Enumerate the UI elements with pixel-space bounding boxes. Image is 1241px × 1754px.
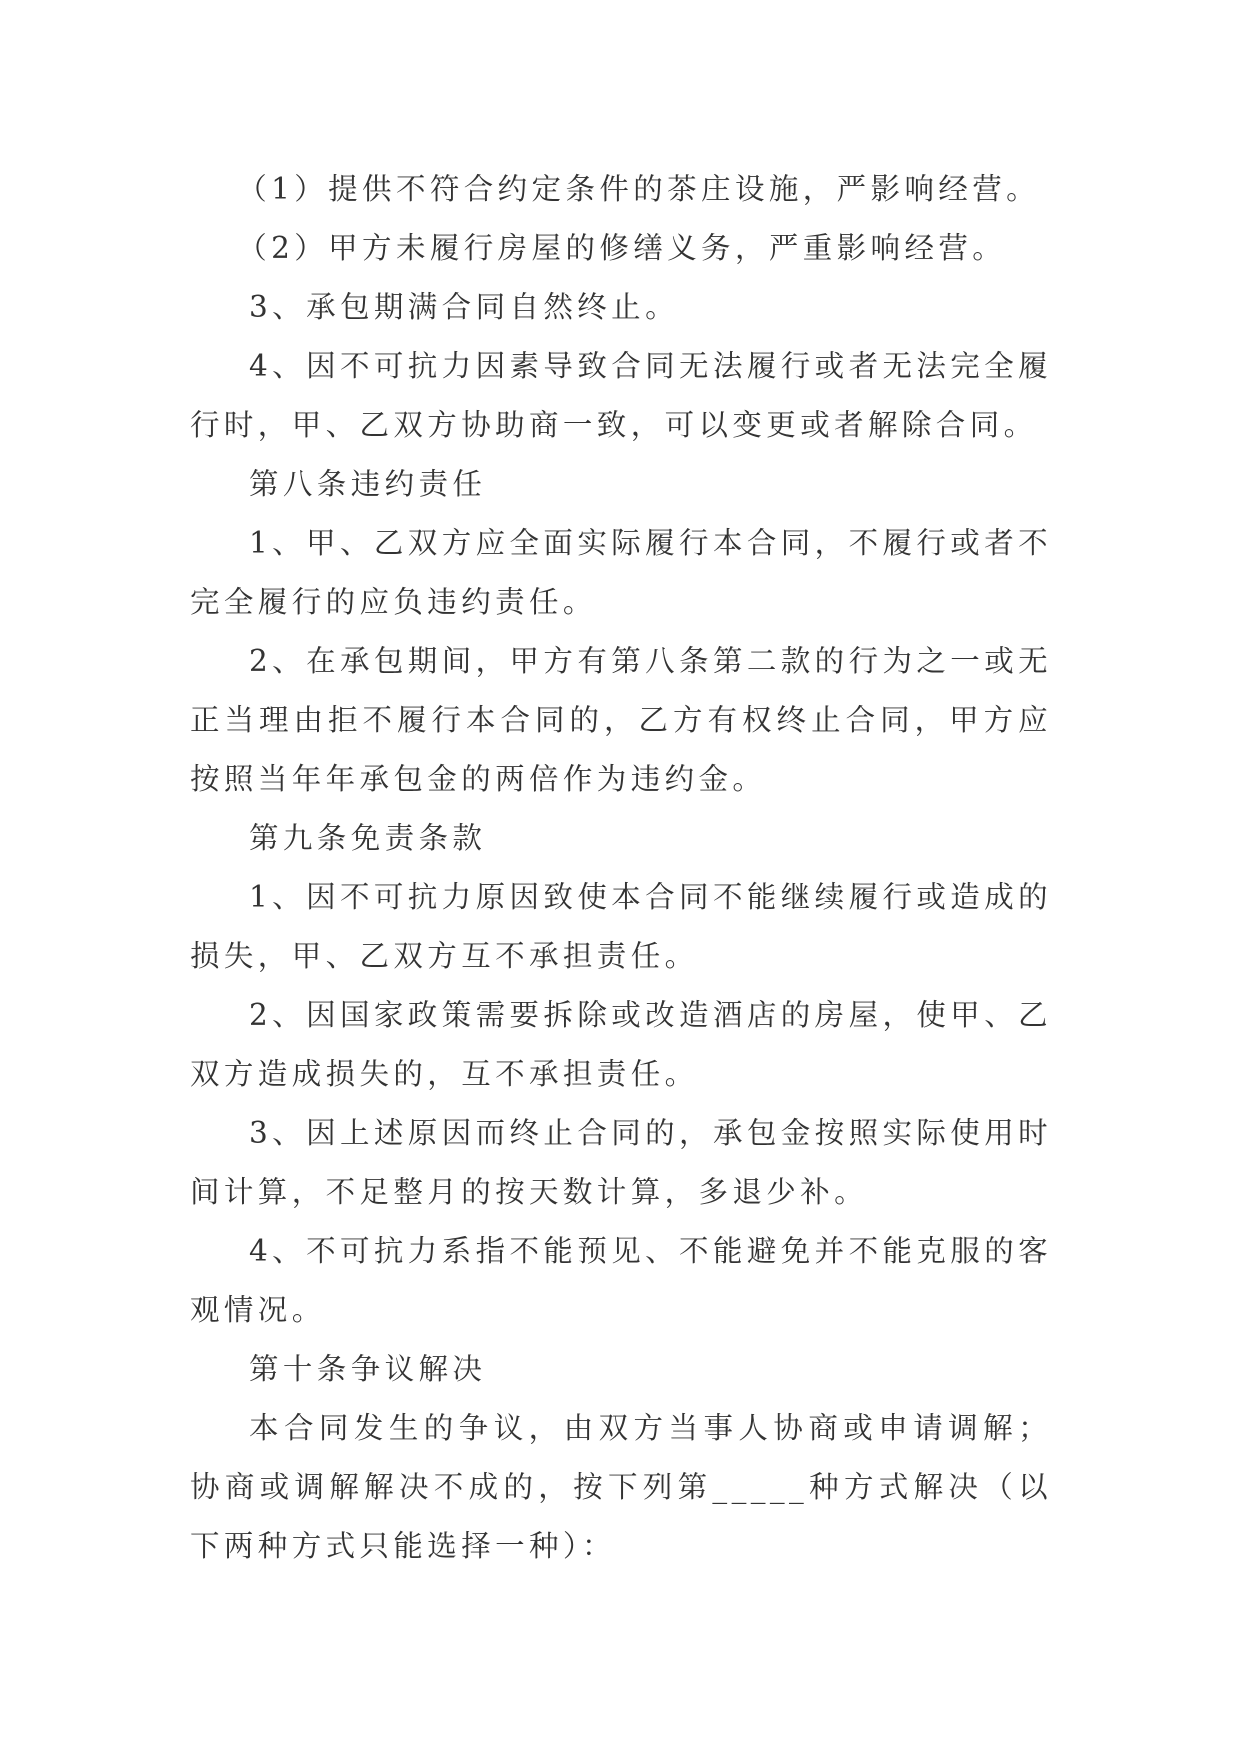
paragraph-article-9-item-1: 1、因不可抗力原因致使本合同不能继续履行或造成的损失，甲、乙双方互不承担责任。 [190,880,1052,973]
paragraph-article-9-item-2: 2、因国家政策需要拆除或改造酒店的房屋，使甲、乙双方造成损失的，互不承担责任。 [190,998,1052,1091]
paragraph-article-9-item-4: 4、不可抗力系指不能预见、不能避免并不能克服的客观情况。 [190,1234,1052,1327]
paragraph-item-1-1: （1）提供不符合约定条件的茶庄设施，严影响经营。 [237,172,1041,206]
paragraph-item-1-2: （2）甲方未履行房屋的修缮义务，严重影响经营。 [237,231,1007,265]
paragraph-article-9-item-3: 3、因上述原因而终止合同的，承包金按照实际使用时间计算，不足整月的按天数计算，多退少补。 [190,1116,1052,1209]
paragraph-item-4: 4、因不可抗力因素导致合同无法履行或者无法完全履行时，甲、乙双方协助商一致，可以变更或者解除合同。 [190,349,1052,442]
document-body [190,160,1052,1576]
section-heading-article-8: 第八条违约责任 [249,467,487,501]
paragraph-article-10-body: 本合同发生的争议，由双方当事人协商或申请调解；协商或调解解决不成的，按下列第_____种方式解决（以下两种方式只能选择一种）： [190,1411,1052,1563]
paragraph-article-8-item-2: 2、在承包期间，甲方有第八条第二款的行为之一或无正当理由拒不履行本合同的，乙方有权终止合同，甲方应按照当年年承包金的两倍作为违约金。 [190,644,1052,796]
section-heading-article-9: 第九条免责条款 [249,821,487,855]
section-heading-article-10: 第十条争议解决 [249,1352,487,1386]
paragraph-item-3: 3、承包期满合同自然终止。 [249,290,679,324]
paragraph-article-8-item-1: 1、甲、乙双方应全面实际履行本合同，不履行或者不完全履行的应负违约责任。 [190,526,1052,619]
